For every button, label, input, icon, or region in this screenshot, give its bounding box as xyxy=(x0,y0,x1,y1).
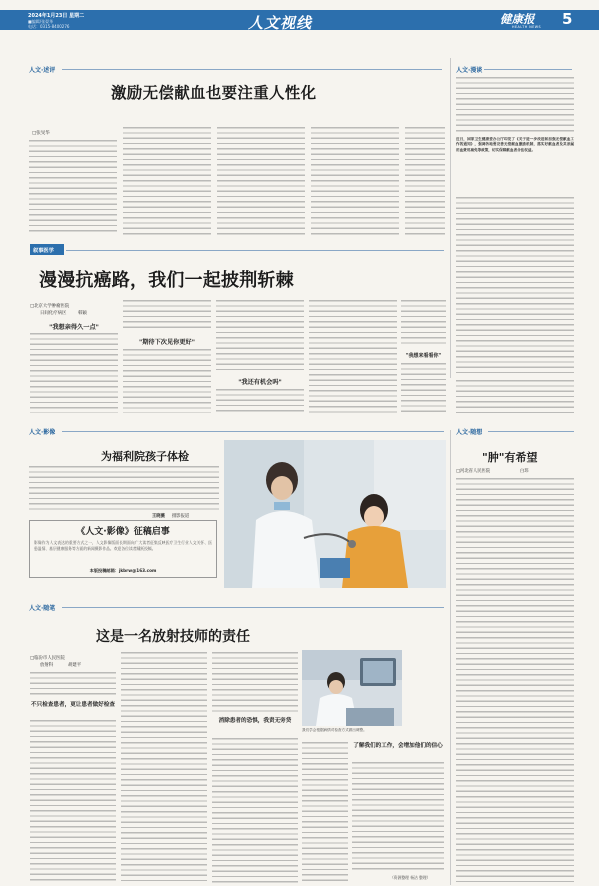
feature-subhead-4: "我想来看看你" xyxy=(405,353,442,359)
image-credit-name: 王晓薇 xyxy=(152,514,165,519)
feature-subhead-2: "期待下次见你更好" xyxy=(139,339,195,346)
feature-col2-b xyxy=(123,349,211,413)
bottom-article-title: 这是一名放射技师的责任 xyxy=(96,629,250,645)
bottom-col3-b xyxy=(212,738,298,883)
right-body-2 xyxy=(456,197,574,377)
bottom-author-name: 胡建平 xyxy=(68,663,82,668)
feature-col5-a xyxy=(401,300,446,346)
image-credit-role: 摄影报道 xyxy=(172,514,190,519)
bottom-col5 xyxy=(352,762,444,872)
feature-author-name: 韩颖 xyxy=(78,311,87,316)
right-bottom-title: "肿"有希望 xyxy=(482,451,538,464)
feature-label: 叙事医学 xyxy=(33,247,54,254)
feature-col1-a xyxy=(30,333,118,413)
ad-box-email: 本版投稿邮箱：jkbrw@163.com xyxy=(89,568,157,573)
column-divider-right xyxy=(450,58,451,378)
feature-subhead-3: "我还有机会吗" xyxy=(238,379,282,386)
divider-feature xyxy=(66,250,444,251)
header-phone: 电话：0315-8400276 xyxy=(28,23,70,29)
feature-author-line2: 日间化疗病区 xyxy=(40,311,67,316)
article-author: □张旻华 xyxy=(32,131,50,136)
feature-col3-b xyxy=(216,389,304,413)
column-tag-essay: 人文·随笔 xyxy=(29,605,56,612)
feature-title: 漫漫抗癌路，我们一起披荆斩棘 xyxy=(39,270,294,291)
divider-top xyxy=(62,69,442,70)
divider-bottom xyxy=(62,607,444,608)
bottom-subhead-1: 不只检查患者，更让患者做好检查 xyxy=(31,702,115,708)
feature-col3-a xyxy=(216,300,304,372)
bottom-col1-a xyxy=(30,672,116,697)
right-body-1 xyxy=(456,77,574,135)
article-body-col2 xyxy=(123,127,211,235)
bottom-signoff: （资源整理 杨洁 整理） xyxy=(390,875,431,880)
feature-subhead-1: "我想亲得久一点" xyxy=(49,324,99,331)
bottom-col1-b xyxy=(30,720,116,883)
article-body-col5 xyxy=(405,127,445,235)
right-bottom-author: □河北省人民医院 xyxy=(456,469,491,474)
feature-col5-b xyxy=(401,363,446,413)
divider-right-top xyxy=(484,69,572,70)
feature-col4 xyxy=(309,300,397,413)
article-title-blood-donation: 激励无偿献血也要注重人性化 xyxy=(111,84,317,102)
article-body-col4 xyxy=(311,127,399,235)
bottom-author-line1: □临汾市人民医院 xyxy=(30,656,65,661)
column-divider-right-bottom xyxy=(450,430,451,885)
bottom-col4-a xyxy=(302,742,348,798)
header-editor: ■编辑/张晏华 xyxy=(28,18,54,24)
divider-image xyxy=(62,431,444,432)
bottom-subhead-2: 消除患者的恐惧，我责无旁贷 xyxy=(218,718,292,724)
image-caption-text xyxy=(29,466,219,512)
header-date: 2024年1月23日 星期二 xyxy=(28,13,85,19)
feature-col2-a xyxy=(123,300,211,332)
article-body-col1 xyxy=(29,140,117,235)
photo-illustration xyxy=(224,440,446,588)
bottom-subhead-3: 了解我们的工作，会增加他们的信心 xyxy=(353,743,443,749)
radiology-photo xyxy=(302,650,402,726)
bottom-col2 xyxy=(121,652,207,883)
right-highlight-text: 近日，国家卫生健康委办公厅印发了《关于进一步改进和加强无偿献血工作的通知》，强调各地要完善无偿献血激励机制，落实好献血者及其亲属用血费用减免等政策，切实保障献血者合法权益。 xyxy=(456,137,574,152)
bottom-col4-b xyxy=(302,800,348,883)
page-number: 5 xyxy=(562,10,573,28)
bottom-col3-a xyxy=(212,652,298,712)
column-tag-image: 人文·影像 xyxy=(29,429,56,436)
brand-logo: 健康报 xyxy=(500,12,535,26)
image-section-title: 为福利院孩子体检 xyxy=(101,450,189,463)
article-body-col3 xyxy=(217,127,305,235)
radiology-illustration xyxy=(302,650,402,726)
ad-box-body: 影像作为人文表达的重要方式之一，人文影像版面长期面向广大读者征集反映医疗卫生行业人文关怀、医患温情、基层健康服务等方面的新闻摄影作品。欢迎各位读者踊跃投稿。 xyxy=(34,540,212,551)
ad-box-title: 《人文·影像》征稿启事 xyxy=(76,527,170,537)
column-tag-review: 人文·述评 xyxy=(29,67,56,74)
divider-right-bottom xyxy=(488,431,574,432)
right-bottom-body xyxy=(456,478,574,883)
column-tag-essay-right: 人文·随想 xyxy=(456,429,483,436)
section-title: 人文视线 xyxy=(248,14,313,32)
bottom-author-line2: 放射科 xyxy=(40,663,54,668)
column-tag-talk: 人文·漫谈 xyxy=(456,67,483,74)
brand-subtitle: HEALTH NEWS xyxy=(512,25,542,29)
medical-checkup-photo xyxy=(224,440,446,588)
right-bottom-author-name: 白玮 xyxy=(520,469,529,474)
feature-author-line1: □北京大学肿瘤医院 xyxy=(30,304,70,309)
right-body-3 xyxy=(456,380,574,415)
radiology-photo-caption: 我们学会根据病情对检查方式做出调整。 xyxy=(302,728,367,732)
